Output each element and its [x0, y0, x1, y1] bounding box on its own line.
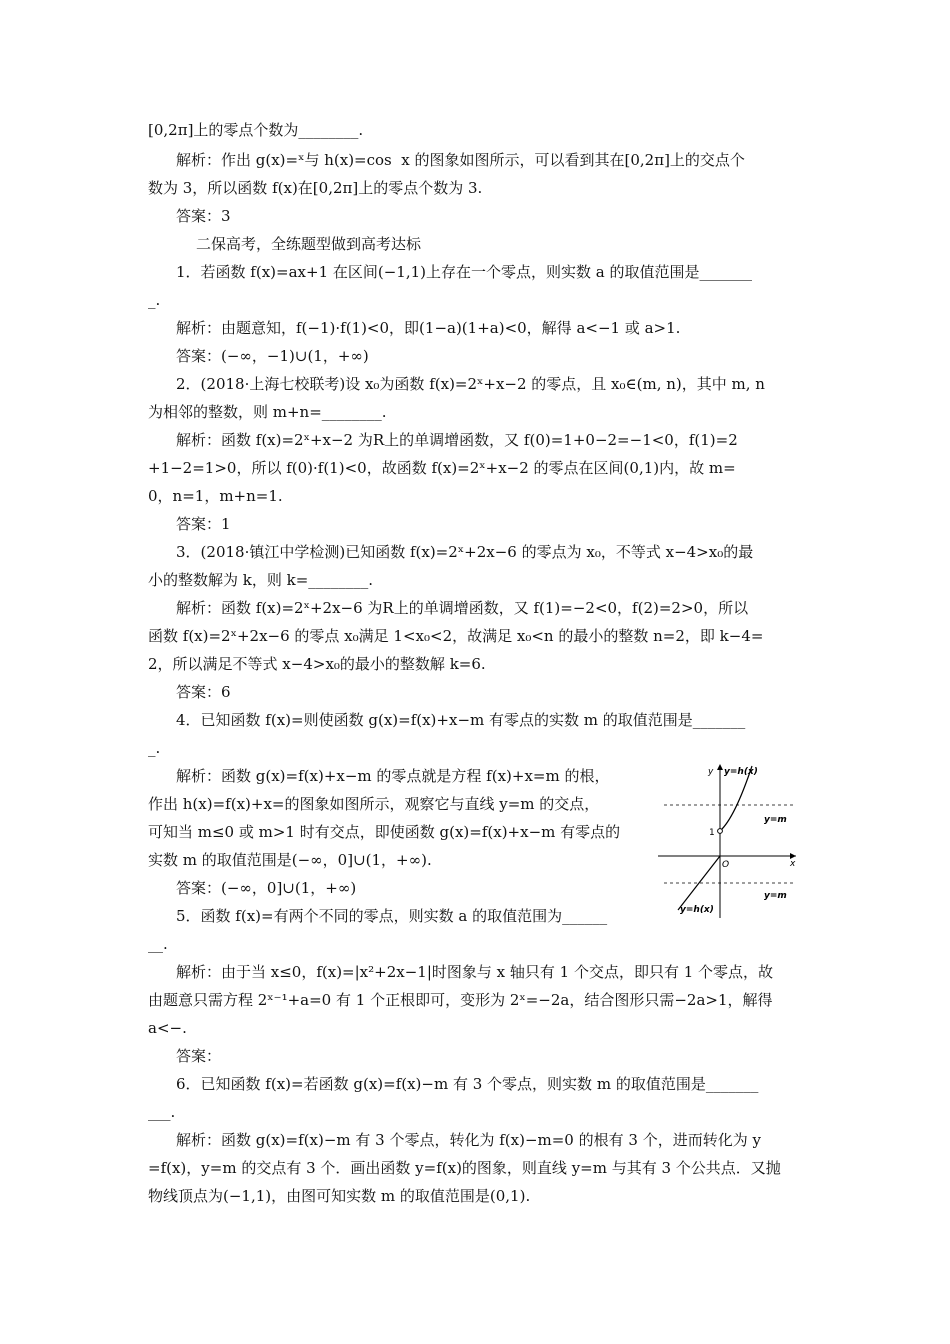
text-line: 答案：6: [176, 683, 231, 701]
text-line: 小的整数解为 k，则 k=________.: [148, 571, 374, 589]
origin-label: O: [722, 860, 730, 870]
text-line: 4．已知函数 f(x)=则使函数 g(x)=f(x)+x−m 有零点的实数 m 的取值范围是_______: [176, 711, 746, 729]
text-line: 解析：由题意知，f(−1)·f(1)<0，即(1−a)(1+a)<0，解得 a<−1 或 a>1.: [176, 319, 681, 337]
text-line: 解析：函数 f(x)=2ˣ+2x−6 为R上的单调增函数，又 f(1)=−2<0，f(2)=2>0，所以: [176, 599, 749, 617]
text-line: 由题意只需方程 2ˣ⁻¹+a=0 有 1 个正根即可，变形为 2ˣ=−2a，结合图形只需−2a>1，解得: [148, 991, 773, 1009]
text-line: +1−2=1>0，所以 f(0)·f(1)<0，故函数 f(x)=2ˣ+x−2 的零点在区间(0,1)内，故 m=: [148, 459, 736, 477]
text-line: 数为 3，所以函数 f(x)在[0,2π]上的零点个数为 3.: [148, 179, 483, 197]
text-line: _.: [148, 291, 161, 309]
text-line: 答案：3: [176, 207, 231, 225]
function-graph-figure: [656, 760, 806, 920]
open-point-icon: [718, 829, 723, 834]
text-line: __.: [148, 935, 168, 953]
text-line: a<−.: [148, 1019, 187, 1037]
curve-label-bottom: y=h(x): [680, 905, 714, 915]
text-line: 答案：(−∞，0]∪(1，+∞): [176, 879, 357, 897]
text-line: 解析：由于当 x≤0，f(x)=|x²+2x−1|时图象与 x 轴只有 1 个交点，即只有 1 个零点，故: [176, 963, 774, 981]
section-heading: 二保高考，全练题型做到高考达标: [196, 235, 422, 253]
text-line: 答案：1: [176, 515, 231, 533]
y-axis-arrow-icon: [717, 764, 723, 770]
curve-label-top: y=h(x): [724, 767, 758, 777]
text-line: 答案：: [176, 1047, 222, 1065]
text-line: 解析：作出 g(x)=ˣ与 h(x)=cos x 的图象如图所示，可以看到其在[0,2π]上的交点个: [176, 151, 745, 169]
x-axis-label: x: [790, 859, 796, 869]
line-label-bottom: y=m: [764, 891, 787, 901]
text-line: 答案：(−∞，−1)∪(1，+∞): [176, 347, 369, 365]
line-label-top: y=m: [764, 815, 787, 825]
text-line: 1．若函数 f(x)=ax+1 在区间(−1,1)上存在一个零点，则实数 a 的取值范围是_______: [176, 263, 752, 281]
text-line: 解析：函数 g(x)=f(x)+x−m 的零点就是方程 f(x)+x=m 的根，: [176, 767, 610, 785]
text-line: =f(x)，y=m 的交点有 3 个．画出函数 y=f(x)的图象，则直线 y=m 与其有 3 个公共点．又抛: [148, 1159, 781, 1177]
text-line: 5．函数 f(x)=有两个不同的零点，则实数 a 的取值范围为______: [176, 907, 608, 925]
text-line: 函数 f(x)=2ˣ+2x−6 的零点 x₀满足 1<x₀<2，故满足 x₀<n 的最小的整数 n=2，即 k−4=: [148, 627, 764, 645]
tick-label-1: 1: [709, 828, 715, 838]
text-line: 为相邻的整数，则 m+n=________.: [148, 403, 387, 421]
text-line: 2．(2018·上海七校联考)设 x₀为函数 f(x)=2ˣ+x−2 的零点，且 x₀∈(m, n)，其中 m, n: [176, 375, 765, 393]
text-line: ___.: [148, 1103, 176, 1121]
text-line: 物线顶点为(−1,1)，由图可知实数 m 的取值范围是(0,1).: [148, 1187, 531, 1205]
text-line: 作出 h(x)=f(x)+x=的图象如图所示，观察它与直线 y=m 的交点，: [148, 795, 600, 813]
text-line: [0,2π]上的零点个数为________.: [148, 121, 364, 139]
text-line: 3．(2018·镇江中学检测)已知函数 f(x)=2ˣ+2x−6 的零点为 x₀，不等式 x−4>x₀的最: [176, 543, 754, 561]
text-line: 解析：函数 f(x)=2ˣ+x−2 为R上的单调增函数，又 f(0)=1+0−2=−1<0，f(1)=2: [176, 431, 738, 449]
text-line: _.: [148, 739, 161, 757]
text-line: 0，n=1，m+n=1.: [148, 487, 283, 505]
text-line: 解析：函数 g(x)=f(x)−m 有 3 个零点，转化为 f(x)−m=0 的根有 3 个，进而转化为 y: [176, 1131, 761, 1149]
text-line: 6．已知函数 f(x)=若函数 g(x)=f(x)−m 有 3 个零点，则实数 m 的取值范围是_______: [176, 1075, 759, 1093]
y-axis-label: y: [708, 767, 714, 777]
text-line: 2，所以满足不等式 x−4>x₀的最小的整数解 k=6.: [148, 655, 486, 673]
text-line: 可知当 m≤0 或 m>1 时有交点，即使函数 g(x)=f(x)+x−m 有零点的: [148, 823, 621, 841]
text-line: 实数 m 的取值范围是(−∞，0]∪(1，+∞).: [148, 851, 432, 869]
